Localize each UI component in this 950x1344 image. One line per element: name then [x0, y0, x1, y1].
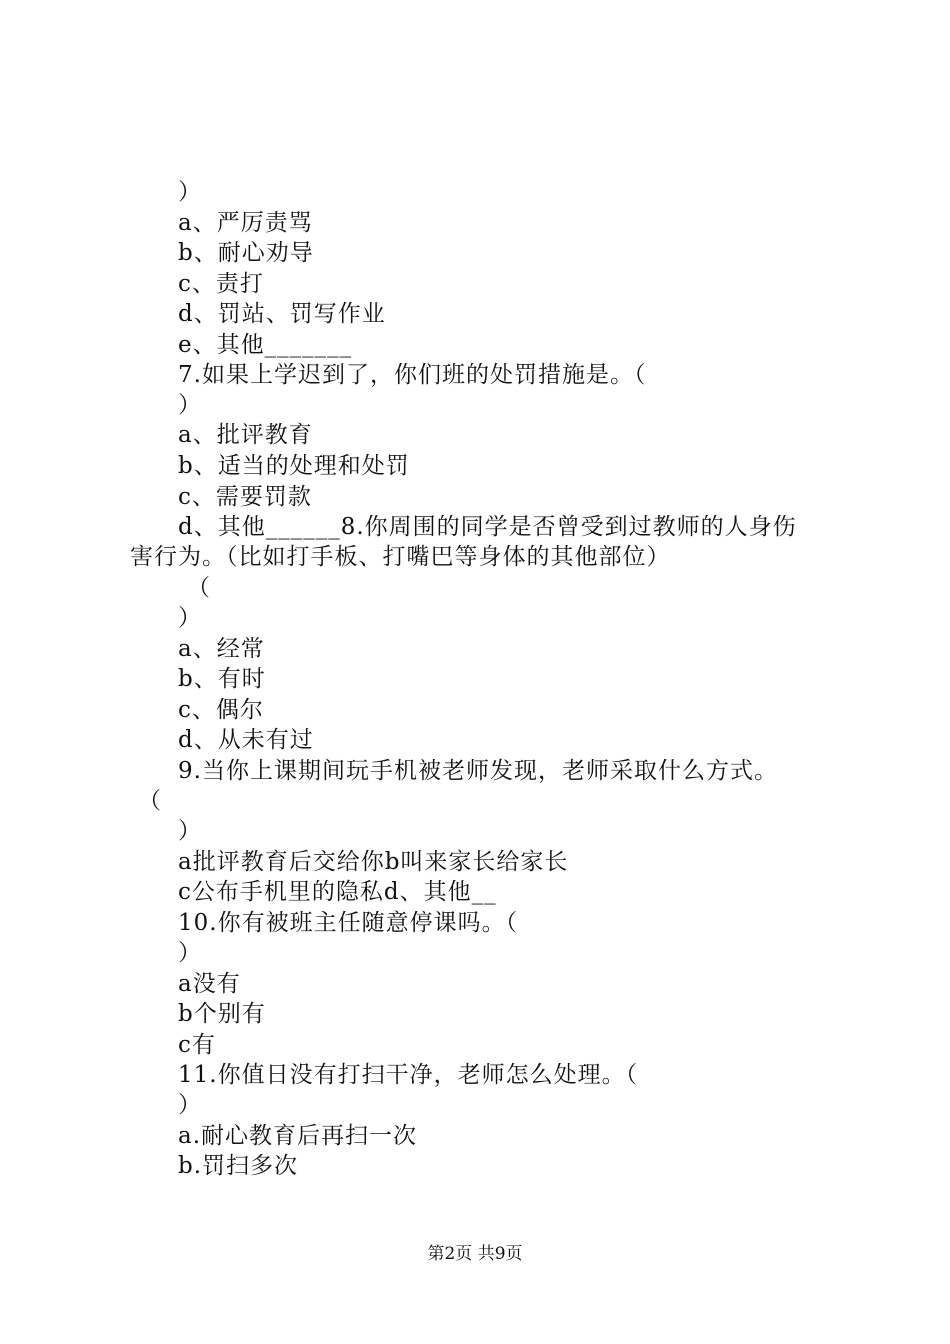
question-9: 9.当你上课期间玩手机被老师发现，老师采取什么方式。 [178, 758, 778, 784]
option-a: a.耐心教育后再扫一次 [178, 1123, 418, 1149]
option-a: a、经常 [178, 636, 265, 662]
option-d-question-8: d、其他______8.你周围的同学是否曾受到过教师的人身伤 [178, 514, 797, 540]
question-11: 11.你值日没有打扫干净，老师怎么处理。（ [178, 1062, 639, 1088]
option-a: a、严厉责骂 [178, 210, 313, 236]
options-c-d: c公布手机里的隐私d、其他__ [178, 879, 497, 905]
question-10: 10.你有被班主任随意停课吗。（ [178, 910, 519, 936]
text-line: ） [178, 605, 202, 631]
page-footer: 第2页 共9页 [427, 1244, 523, 1264]
text-line: ） [178, 392, 202, 418]
question-7: 7.如果上学迟到了，你们班的处罚措施是。（ [178, 362, 647, 388]
text-line: ） [178, 1092, 202, 1118]
option-b: b、耐心劝导 [178, 240, 314, 266]
option-c: c有 [178, 1032, 216, 1058]
options-a-b: a批评教育后交给你b叫来家长给家长 [178, 849, 569, 875]
option-b: b个别有 [178, 1001, 266, 1027]
option-b: b.罚扫多次 [178, 1153, 299, 1179]
text-line: （ [138, 788, 162, 814]
question-8-continuation: 害行为。（比如打手板、打嘴巴等身体的其他部位） [130, 544, 671, 570]
text-line: ） [178, 940, 202, 966]
option-e: e、其他_______ [178, 332, 353, 358]
text-line: （ [187, 575, 211, 601]
option-d: d、从未有过 [178, 727, 314, 753]
option-b: b、适当的处理和处罚 [178, 453, 410, 479]
option-c: c、需要罚款 [178, 484, 312, 510]
option-a: a、批评教育 [178, 422, 313, 448]
text-line: ） [178, 179, 202, 205]
option-d: d、罚站、罚写作业 [178, 301, 386, 327]
option-c: c、责打 [178, 271, 264, 297]
option-a: a没有 [178, 971, 241, 997]
text-line: ） [178, 818, 202, 844]
option-b: b、有时 [178, 666, 266, 692]
option-c: c、偶尔 [178, 697, 264, 723]
